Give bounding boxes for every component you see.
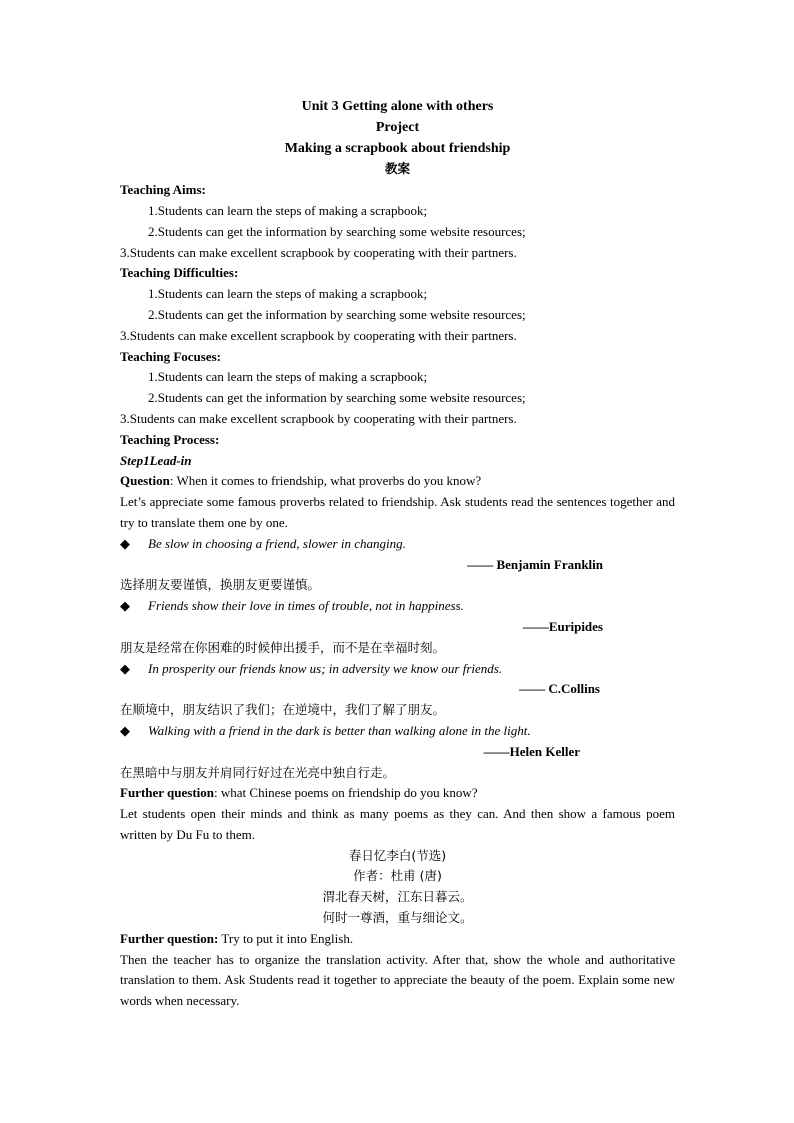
question-line [120,471,675,492]
proverb-author: ——Helen Keller [483,743,580,759]
aims-item: 2.Students can get the information by searching some website resources; [148,223,526,239]
proverb-text: Friends show their love in times of trouble, not in happiness. [148,598,464,614]
focuses-item: 3.Students can make excellent scrapbook by cooperating with their partners. [120,410,517,426]
process-heading: Teaching Process: [120,431,220,447]
aims-item: 1.Students can learn the steps of making a scrapbook; [148,202,428,218]
proverb-row [120,721,675,742]
step1-heading: Step1Lead-in [120,452,192,468]
difficulties-item: 1.Students can learn the steps of making a scrapbook; [148,286,428,302]
proverb-text: In prosperity our friends know us; in adversity we know our friends. [148,660,503,676]
further-question-2-label: Further question: [120,930,219,946]
proverb-row [120,596,675,617]
poem-line: 渭北春天树，江东日暮云。 [322,889,473,905]
document-page [120,97,675,1012]
doc-title-topic: Making a scrapbook about friendship [284,140,511,156]
question-label: Question [120,473,170,489]
proverb-author: —— Benjamin Franklin [467,556,603,572]
poem-line: 何时一尊酒，重与细论文。 [322,910,473,926]
poem-title: 春日忆李白(节选) [348,847,447,863]
proverb-translation: 选择朋友要谨慎，换朋友更要谨慎。 [120,577,321,593]
difficulties-heading: Teaching Difficulties: [120,265,239,281]
proverb-row [120,534,675,555]
final-paragraph: Then the teacher has to organize the translation activity. After that, show the whole and authoritative translation to them. Ask Students read it together to appreciate the beauty of the poem. Explain some new words when necessary. [120,951,675,1009]
proverb-translation: 在顺境中，朋友结识了我们；在逆境中，我们了解了朋友。 [120,702,446,718]
further-question-text: : what Chinese poems on friendship do you know? [214,785,478,801]
doc-title-project: Project [375,119,420,135]
aims-item: 3.Students can make excellent scrapbook by cooperating with their partners. [120,244,517,260]
proverb-translation: 朋友是经常在你困难的时候伸出援手，而不是在幸福时刻。 [120,639,446,655]
proverb-text: Be slow in choosing a friend, slower in changing. [148,535,406,551]
focuses-item: 1.Students can learn the steps of making a scrapbook; [148,369,428,385]
doc-title-lesson-plan: 教案 [384,161,410,177]
diamond-bullet-icon: ◆ [120,535,130,551]
focuses-heading: Teaching Focuses: [120,348,221,364]
focuses-item: 2.Students can get the information by searching some website resources; [148,390,526,406]
proverb-row [120,659,675,680]
doc-title-unit: Unit 3 Getting alone with others [301,99,494,114]
further-question-2-text: Try to put it into English. [218,930,354,946]
aims-heading: Teaching Aims: [120,182,206,198]
poem-author: 作者：杜甫 (唐) [353,868,442,884]
further-question-paragraph: Let students open their minds and think as many poems as they can. And then show a famous poem written by Du Fu to them. [120,806,675,842]
difficulties-item: 2.Students can get the information by searching some website resources; [148,306,526,322]
diamond-bullet-icon: ◆ [120,598,130,614]
further-question-label: Further question [120,785,215,801]
question-text: : When it comes to friendship, what proverbs do you know? [169,473,482,489]
proverb-translation: 在黑暗中与朋友并肩同行好过在光亮中独自行走。 [120,764,396,780]
diamond-bullet-icon: ◆ [120,722,130,738]
further-question-2-line [120,929,675,950]
diamond-bullet-icon: ◆ [120,660,130,676]
further-question-line [120,783,675,804]
proverb-author: ——Euripides [522,618,603,634]
proverb-text: Walking with a friend in the dark is better than walking alone in the light. [148,722,531,738]
intro-paragraph: Let’s appreciate some famous proverbs related to friendship. Ask students read the sentences together and try to translate them one by one. [120,494,675,530]
difficulties-item: 3.Students can make excellent scrapbook by cooperating with their partners. [120,327,517,343]
proverb-author: —— C.Collins [519,681,600,697]
